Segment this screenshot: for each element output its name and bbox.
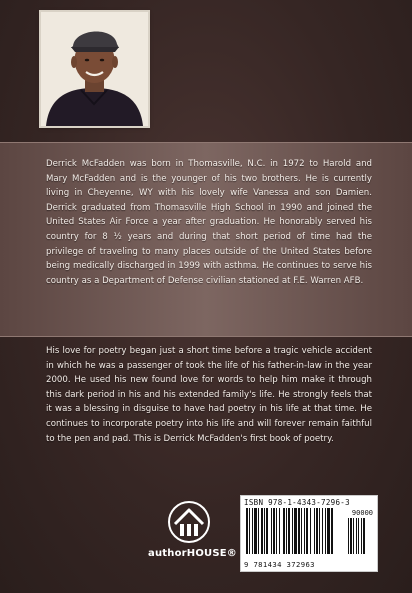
bio-paragraph-2: His love for poetry began just a short time before a tragic vehicle accident in which he was a passenger of took the life of his father-in-law in the year 2000. He used his new found love for words to help him make it through this dark period in his and his extended family's life. He strongly feels that it was a blessing in disguise to have had poetry in his life at that time. He continues to incorporate poetry into his life and will forever remain faithful to the pen and pad. This is Derrick McFadden's first book of poetry. bbox=[46, 346, 372, 444]
author-photo bbox=[41, 12, 148, 126]
authorhouse-logo-icon bbox=[166, 500, 212, 544]
bio-paragraph-1: Derrick McFadden was born in Thomasville, N.C. in 1972 to Harold and Mary McFadden and is the younger of his two brothers. He is currently living in Cheyenne, WY with his lovely wife Vanessa and son Damien. Derrick graduated from Thomasville High School in 1990 and joined the United States Air Force a year after graduation. He honorably served his country for 8 ½ years and during that short period of time had the privilege of traveling to many places outside of the United States before being medically discharged in 1999 with asthma. He continues to serve his country as a Department of Defense civilian stationed at F.E. Warren AFB. bbox=[46, 159, 372, 286]
publisher-logo bbox=[148, 500, 237, 570]
isbn-barcode bbox=[240, 495, 378, 572]
publisher-name: authorHOUSE® bbox=[148, 548, 237, 559]
isbn-label: ISBN 978-1-4343-7296-3 bbox=[244, 498, 350, 507]
author-portrait-image bbox=[41, 12, 148, 126]
barcode-bars bbox=[244, 508, 374, 556]
barcode-number: 9 781434 372963 bbox=[244, 560, 315, 569]
price-code: 90000 bbox=[351, 509, 373, 517]
